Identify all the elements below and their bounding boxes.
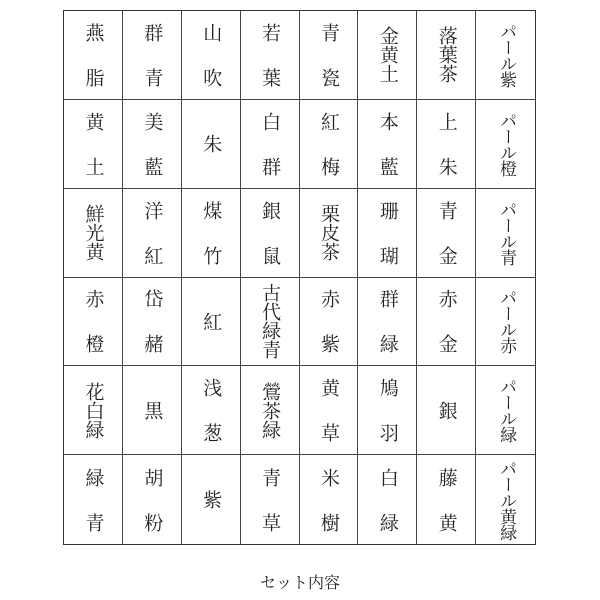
color-name: 燕脂 xyxy=(82,22,105,113)
color-name: 鮮光黄 xyxy=(82,204,105,262)
color-name: 青金 xyxy=(435,200,458,291)
color-name: パール赤 xyxy=(496,289,517,354)
color-name: 青草 xyxy=(259,467,282,558)
color-cell xyxy=(241,455,300,558)
color-cell xyxy=(182,366,241,469)
color-cell xyxy=(417,189,476,291)
color-name: 銀 xyxy=(435,400,458,420)
color-name: パール紫 xyxy=(496,22,517,87)
color-name: 煤竹 xyxy=(200,200,223,291)
color-cell xyxy=(182,11,241,113)
color-name: 赤紫 xyxy=(317,289,340,380)
color-cell xyxy=(123,11,182,113)
color-cell xyxy=(182,455,241,544)
color-name: 金黄土 xyxy=(376,26,399,84)
color-name: パール黄緑 xyxy=(496,459,517,540)
color-name: 本藍 xyxy=(376,111,399,202)
color-name: 紅梅 xyxy=(317,111,340,202)
color-name: 赤金 xyxy=(435,289,458,380)
color-cell xyxy=(476,366,535,455)
color-cell xyxy=(476,100,535,189)
color-cell xyxy=(476,11,535,100)
color-name: 珊瑚 xyxy=(376,200,399,291)
color-set-grid xyxy=(63,10,536,558)
color-cell xyxy=(417,100,476,202)
color-name: パール緑 xyxy=(496,378,517,443)
color-cell xyxy=(123,100,182,202)
color-name: 藤黄 xyxy=(435,467,458,558)
color-cell xyxy=(476,455,535,544)
color-cell xyxy=(182,189,241,291)
color-name: 鳩羽 xyxy=(376,378,399,469)
color-name: 黒 xyxy=(141,400,164,420)
color-cell xyxy=(358,100,417,202)
color-name: 栗皮茶 xyxy=(317,204,340,262)
color-name: 黄土 xyxy=(82,111,105,202)
color-cell xyxy=(241,189,300,291)
color-name: 胡粉 xyxy=(141,467,164,558)
color-cell xyxy=(241,11,300,113)
color-name: 古代緑青 xyxy=(259,283,282,360)
color-name: パール橙 xyxy=(496,111,517,176)
color-cell xyxy=(123,189,182,291)
color-name: 美藍 xyxy=(141,111,164,202)
color-name: 群青 xyxy=(141,22,164,113)
color-cell xyxy=(300,11,359,113)
color-name: 浅葱 xyxy=(200,378,223,469)
color-cell xyxy=(300,366,359,469)
color-cell xyxy=(123,278,182,380)
color-cell xyxy=(64,100,123,202)
color-name: 銀鼠 xyxy=(259,200,282,291)
color-name: 白群 xyxy=(259,111,282,202)
color-name: 若葉 xyxy=(259,22,282,113)
color-cell xyxy=(123,455,182,558)
color-cell xyxy=(300,100,359,202)
color-cell xyxy=(358,455,417,558)
color-cell xyxy=(300,278,359,380)
color-cell xyxy=(300,189,359,278)
color-name: 洋紅 xyxy=(141,200,164,291)
color-name: 上朱 xyxy=(435,111,458,202)
color-cell xyxy=(300,455,359,558)
color-cell xyxy=(417,455,476,558)
color-cell xyxy=(182,278,241,367)
color-name: 朱 xyxy=(200,134,223,154)
color-name: 群緑 xyxy=(376,289,399,380)
color-name: 山吹 xyxy=(200,22,223,113)
color-cell xyxy=(241,366,300,455)
color-cell xyxy=(358,189,417,291)
color-cell xyxy=(358,366,417,469)
color-name: 黄草 xyxy=(317,378,340,469)
color-name: パール青 xyxy=(496,200,517,265)
color-cell xyxy=(476,189,535,278)
color-cell xyxy=(417,11,476,100)
color-name: 花白緑 xyxy=(82,381,105,439)
color-cell xyxy=(182,100,241,189)
color-name: 鶯茶緑 xyxy=(259,381,282,439)
color-cell xyxy=(64,455,123,558)
color-cell xyxy=(358,278,417,380)
color-name: 赤橙 xyxy=(82,289,105,380)
color-cell xyxy=(358,11,417,100)
color-cell xyxy=(417,278,476,380)
color-name: 岱赭 xyxy=(141,289,164,380)
color-cell xyxy=(241,278,300,367)
color-cell xyxy=(64,278,123,380)
color-name: 米樹 xyxy=(317,467,340,558)
color-cell xyxy=(64,366,123,455)
color-name: 紅 xyxy=(200,311,223,331)
color-name: 紫 xyxy=(200,490,223,510)
color-name: 緑青 xyxy=(82,467,105,558)
color-cell xyxy=(64,11,123,113)
set-contents-caption: セット内容 xyxy=(259,573,340,592)
color-name: 落葉茶 xyxy=(435,26,458,84)
color-name: 白緑 xyxy=(376,467,399,558)
color-cell xyxy=(476,278,535,367)
color-name: 青瓷 xyxy=(317,22,340,113)
color-cell xyxy=(417,366,476,455)
color-cell xyxy=(64,189,123,278)
color-cell xyxy=(241,100,300,202)
color-cell xyxy=(123,366,182,455)
